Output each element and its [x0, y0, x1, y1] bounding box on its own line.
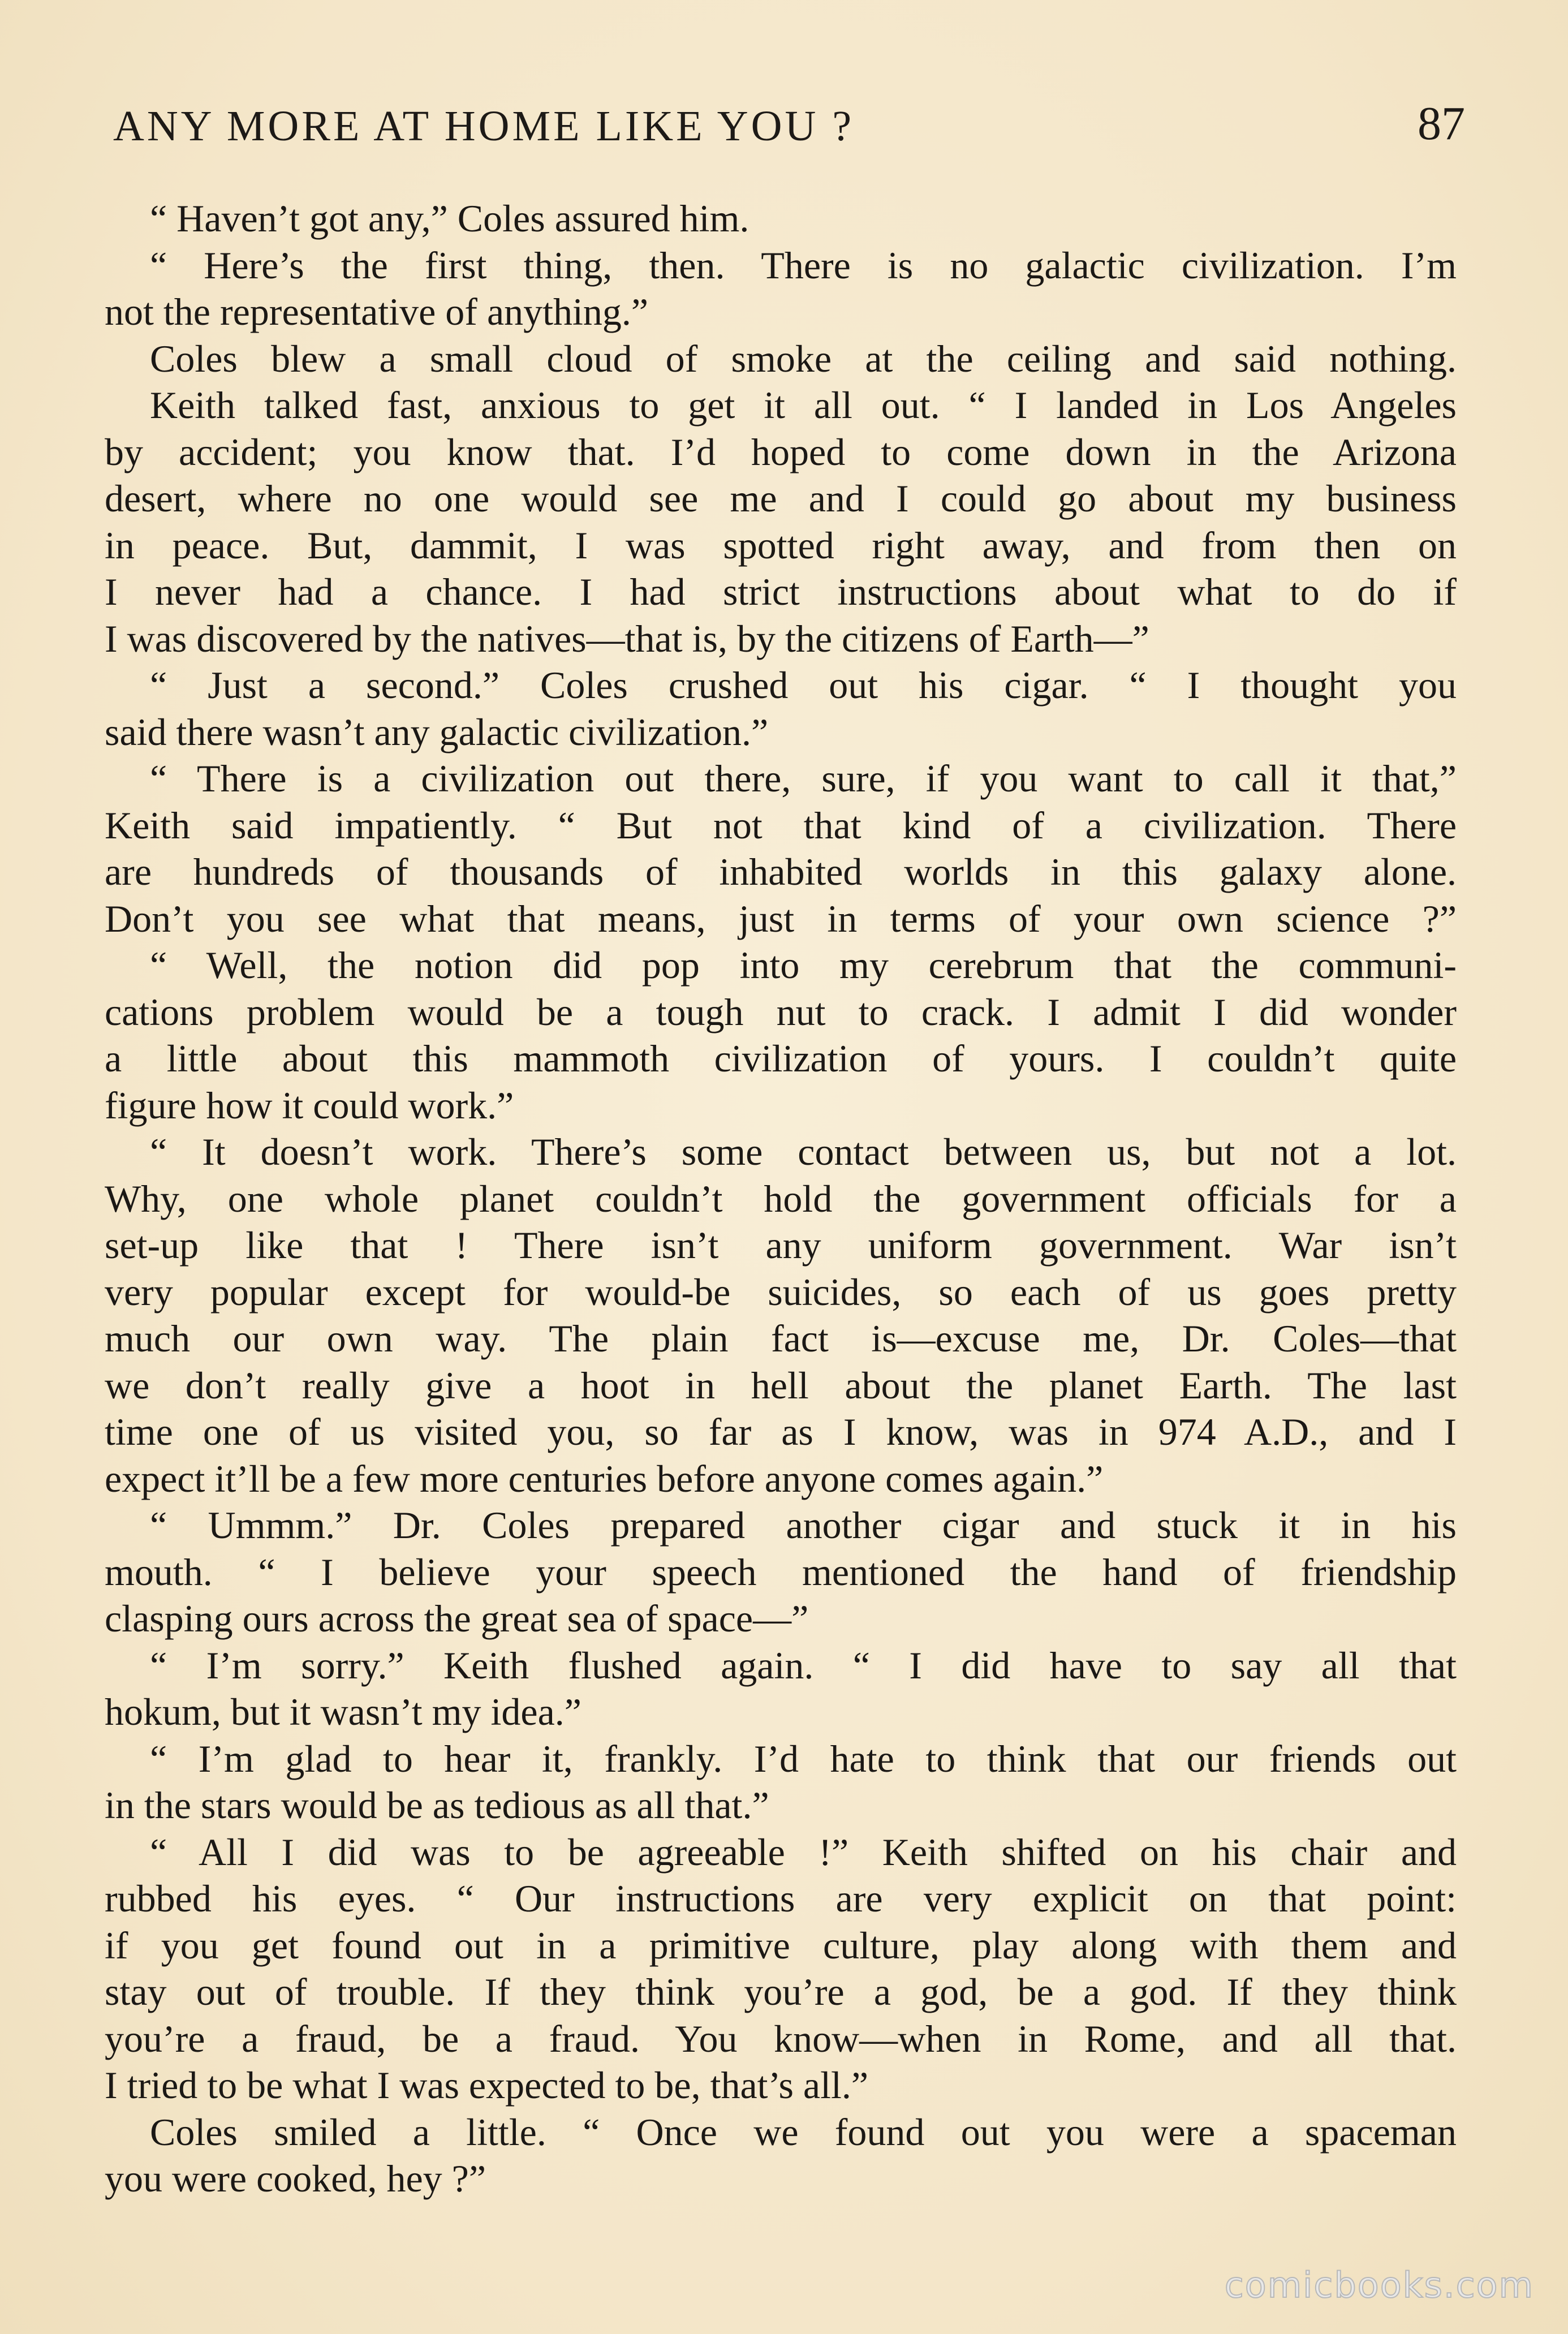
- text-line: very popular except for would-be suicides, so each of us goes pretty: [105, 1270, 1457, 1314]
- text-line: Coles smiled a little. “ Once we found out you were a spaceman: [150, 2110, 1457, 2154]
- text-line: we don’t really give a hoot in hell about the planet Earth. The last: [105, 1363, 1457, 1407]
- page-header: [113, 96, 1465, 158]
- text-line: Keith said impatiently. “ But not that kind of a civilization. There: [105, 803, 1457, 847]
- text-line: you were cooked, hey ?”: [105, 2157, 486, 2200]
- text-line: hokum, but it wasn’t my idea.”: [105, 1690, 581, 1733]
- text-line: “ Ummm.” Dr. Coles prepared another cigar and stuck it in his: [150, 1504, 1457, 1547]
- text-line: much our own way. The plain fact is—excuse me, Dr. Coles—that: [105, 1317, 1457, 1360]
- text-line: Why, one whole planet couldn’t hold the government officials for a: [105, 1177, 1457, 1220]
- text-line: I tried to be what I was expected to be, that’s all.”: [105, 2064, 869, 2107]
- text-line: set-up like that ! There isn’t any uniform government. War isn’t: [105, 1224, 1457, 1267]
- text-line: “ Here’s the first thing, then. There is no galactic civilization. I’m: [150, 243, 1457, 287]
- text-line: Coles blew a small cloud of smoke at the ceiling and said nothing.: [150, 337, 1457, 380]
- body-text: [105, 195, 1457, 2202]
- running-head: ANY MORE AT HOME LIKE YOU ?: [113, 102, 855, 150]
- text-line: stay out of trouble. If they think you’re a god, be a god. If they think: [105, 1970, 1457, 2013]
- text-line: figure how it could work.”: [105, 1083, 514, 1127]
- text-line: time one of us visited you, so far as I know, was in 974 A.D., and I: [105, 1410, 1457, 1453]
- text-line: mouth. “ I believe your speech mentioned the hand of friendship: [105, 1550, 1457, 1594]
- text-line: “ There is a civilization out there, sure, if you want to call it that,”: [150, 757, 1457, 800]
- text-line: not the representative of anything.”: [105, 290, 649, 333]
- text-line: clasping ours across the great sea of space—”: [105, 1597, 809, 1640]
- text-line: “ I’m glad to hear it, frankly. I’d hate to think that our friends out: [150, 1737, 1457, 1780]
- text-line: “ Just a second.” Coles crushed out his cigar. “ I thought you: [150, 664, 1457, 707]
- text-line: “ It doesn’t work. There’s some contact between us, but not a lot.: [150, 1130, 1457, 1173]
- text-line: you’re a fraud, be a fraud. You know—when in Rome, and all that.: [105, 2017, 1457, 2060]
- text-line: “ I’m sorry.” Keith flushed again. “ I did have to say all that: [150, 1643, 1457, 1687]
- text-line: said there wasn’t any galactic civilization.”: [105, 710, 769, 753]
- text-line: if you get found out in a primitive culture, play along with them and: [105, 1923, 1457, 1967]
- text-line: Don’t you see what that means, just in terms of your own science ?”: [105, 897, 1457, 940]
- text-line: desert, where no one would see me and I could go about my business: [105, 477, 1457, 520]
- text-line: cations problem would be a tough nut to crack. I admit I did wonder: [105, 990, 1457, 1033]
- text-line: expect it’ll be a few more centuries before anyone comes again.”: [105, 1457, 1104, 1500]
- text-line: in the stars would be as tedious as all that.”: [105, 1784, 769, 1827]
- text-line: “ All I did was to be agreeable !” Keith shifted on his chair and: [150, 1830, 1457, 1874]
- text-line: I never had a chance. I had strict instructions about what to do if: [105, 570, 1457, 613]
- text-line: I was discovered by the natives—that is, by the citizens of Earth—”: [105, 617, 1149, 660]
- text-line: by accident; you know that. I’d hoped to come down in the Arizona: [105, 430, 1457, 473]
- text-line: a little about this mammoth civilization of yours. I couldn’t quite: [105, 1037, 1457, 1080]
- text-line: “ Well, the notion did pop into my cerebrum that the communi-: [150, 944, 1457, 987]
- watermark: comicbooks.com: [1224, 2264, 1534, 2306]
- page-number: 87: [1418, 97, 1465, 150]
- text-line: Keith talked fast, anxious to get it all out. “ I landed in Los Angeles: [150, 384, 1457, 427]
- text-line: are hundreds of thousands of inhabited worlds in this galaxy alone.: [105, 850, 1457, 893]
- text-line: “ Haven’t got any,” Coles assured him.: [150, 197, 749, 240]
- text-line: rubbed his eyes. “ Our instructions are very explicit on that point:: [105, 1877, 1457, 1920]
- text-line: in peace. But, dammit, I was spotted right away, and from then on: [105, 523, 1457, 567]
